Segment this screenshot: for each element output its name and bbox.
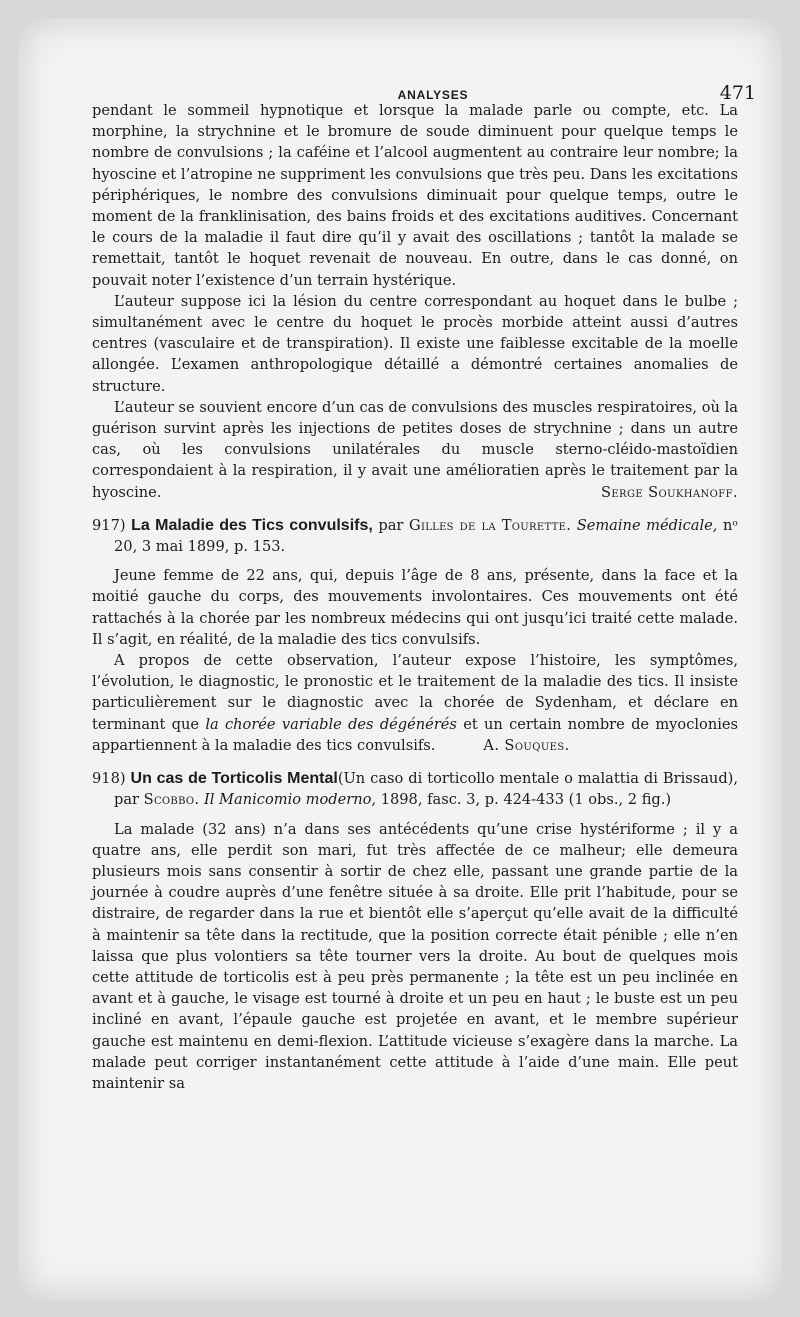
paragraph-1: pendant le sommeil hypnotique et lorsque la malade parle ou compte, etc. La morphine, la strychnine et le bromure de soude diminuent pour quelque temps le nombre de convulsions ; la caféine et l’alcool augmentent au contraire leur nombre; la hyoscine et l’atropine ne suppriment les convulsions que très peu. Dans les excitations périphériques, le nombre des convulsions diminuait pour quelque temps, outre le moment de la franklinisation, des bains froids et des excitations auditives. Concernant le cours de la maladie il faut dire qu’il y avait des oscillations ; tantôt la malade se remettait, tantôt le hoquet revenait de nouveau. En outre, dans le cas donné, on pouvait noter l’existence d’un terrain hystérique. xyxy=(92,102,738,289)
paragraph-5-end: et un certain nombre de myoclonies appartiennent à la maladie des tics convulsifs. xyxy=(92,715,739,754)
entry-917-heading xyxy=(92,515,738,557)
paragraph-2: L’auteur suppose ici la lésion du centre correspondant au hoquet dans le bulbe ; simultanément avec le centre du hoquet le procès morbide atteint aussi d’autres centres (vasculaire et de transpiration). Il existe une faiblesse excitable de la moelle allongée. L’examen anthropologique détaillé a démontré certaines anomalies de structure. xyxy=(92,292,738,395)
paragraph-3 xyxy=(92,397,738,503)
page-number: 471 xyxy=(719,82,756,104)
entry-917-title: La Maladie des Tics convulsifs, xyxy=(131,516,373,534)
section-title: ANALYSES xyxy=(397,88,469,102)
paragraph-5 xyxy=(92,650,738,756)
signature-souques: A. Souques. xyxy=(483,736,570,754)
entry-918-details: 1898, fasc. 3, p. 424-433 (1 obs., 2 fig.) xyxy=(380,791,672,809)
paragraph-6: La malade (32 ans) n’a dans ses antécédents qu’une crise hystériforme ; il y a quatre ans, elle perdit son mari, fut très affectée de ce malheur; elle demeura plusieurs mois sans consentir à sortir de chez elle, passant une grande partie de la journée à coudre auprès d’une fenêtre située à sa droite. Elle prit l’habitude, pour se distraire, de regarder dans la rue et bientôt elle s’aperçut qu’elle avait de la difficulté à maintenir sa tête dans la rectitude, que la position correcte était pénible ; elle n’en laissa que plus volontiers sa tête tourner vers la droite. Au bout de quelques mois cette attitude de torticolis est à peu près permanente ; la tête est un peu inclinée en avant et à gauche, le visage est tourné à droite et un peu en haut ; le buste est un peu incliné en avant, l’épaule gauche est projetée en avant, et le membre supérieur gauche est maintenu en demi-flexion. L’attitude vicieuse s’exagère dans la marche. La malade peut corriger instantanément cette attitude à l’aide d’une main. Elle peut maintenir sa xyxy=(92,820,738,1092)
entry-918-number: 918) xyxy=(92,770,126,788)
entry-918-title: Un cas de Torticolis Mental xyxy=(130,770,338,788)
paragraph-4: Jeune femme de 22 ans, qui, depuis l’âge de 8 ans, présente, dans la face et la moitié gauche du corps, des mouvements involontaires. Ces mouvements ont été rattachés à la chorée par les nombreux médecins qui ont jusqu’ici traité cette malade. Il s’agit, en réalité, de la maladie des tics convulsifs. xyxy=(92,567,738,648)
entry-918-author: Scobbo. xyxy=(143,791,200,809)
paragraph-5-start: A propos de cette observation, l’auteur expose l’histoire, les symptômes, l’évolution, le diagnostic, le pronostic et le traitement de la maladie des tics. Il insiste particulièrement sur le diagnostic avec la chorée de Sydenham, et déclare en terminant que xyxy=(92,652,738,733)
signature-soukhanoff: Serge Soukhanoff. xyxy=(600,483,738,501)
entry-917-details: nᵒ 20, 3 mai 1899, p. 153. xyxy=(114,516,739,556)
article-body xyxy=(92,100,738,1094)
paragraph-5-italic: la chorée variable des dégénérés xyxy=(205,715,457,733)
entry-917-journal: Semaine médicale, xyxy=(576,516,718,534)
paragraph-3-text: L’auteur se souvient encore d’un cas de convulsions des muscles respiratoires, où la guérison survint après les injections de petites doses de strychnine ; dans un autre cas, où les convulsions unilatérales du muscle sterno-cléido-mastoïdien correspondaient à la respiration, il y avait une amélioratien après le traitement par la hyoscine. xyxy=(92,398,738,501)
entry-918-subtitle: (Un caso di torticollo mentale o malattia di Brissaud), par xyxy=(114,770,738,809)
entry-918-journal: Il Manicomio moderno, xyxy=(203,791,377,809)
entry-918-heading xyxy=(92,768,738,810)
entry-917-author: Gilles de la Tourette. xyxy=(408,516,572,534)
entry-917-by: par xyxy=(378,516,404,534)
entry-917-number: 917) xyxy=(92,516,126,534)
